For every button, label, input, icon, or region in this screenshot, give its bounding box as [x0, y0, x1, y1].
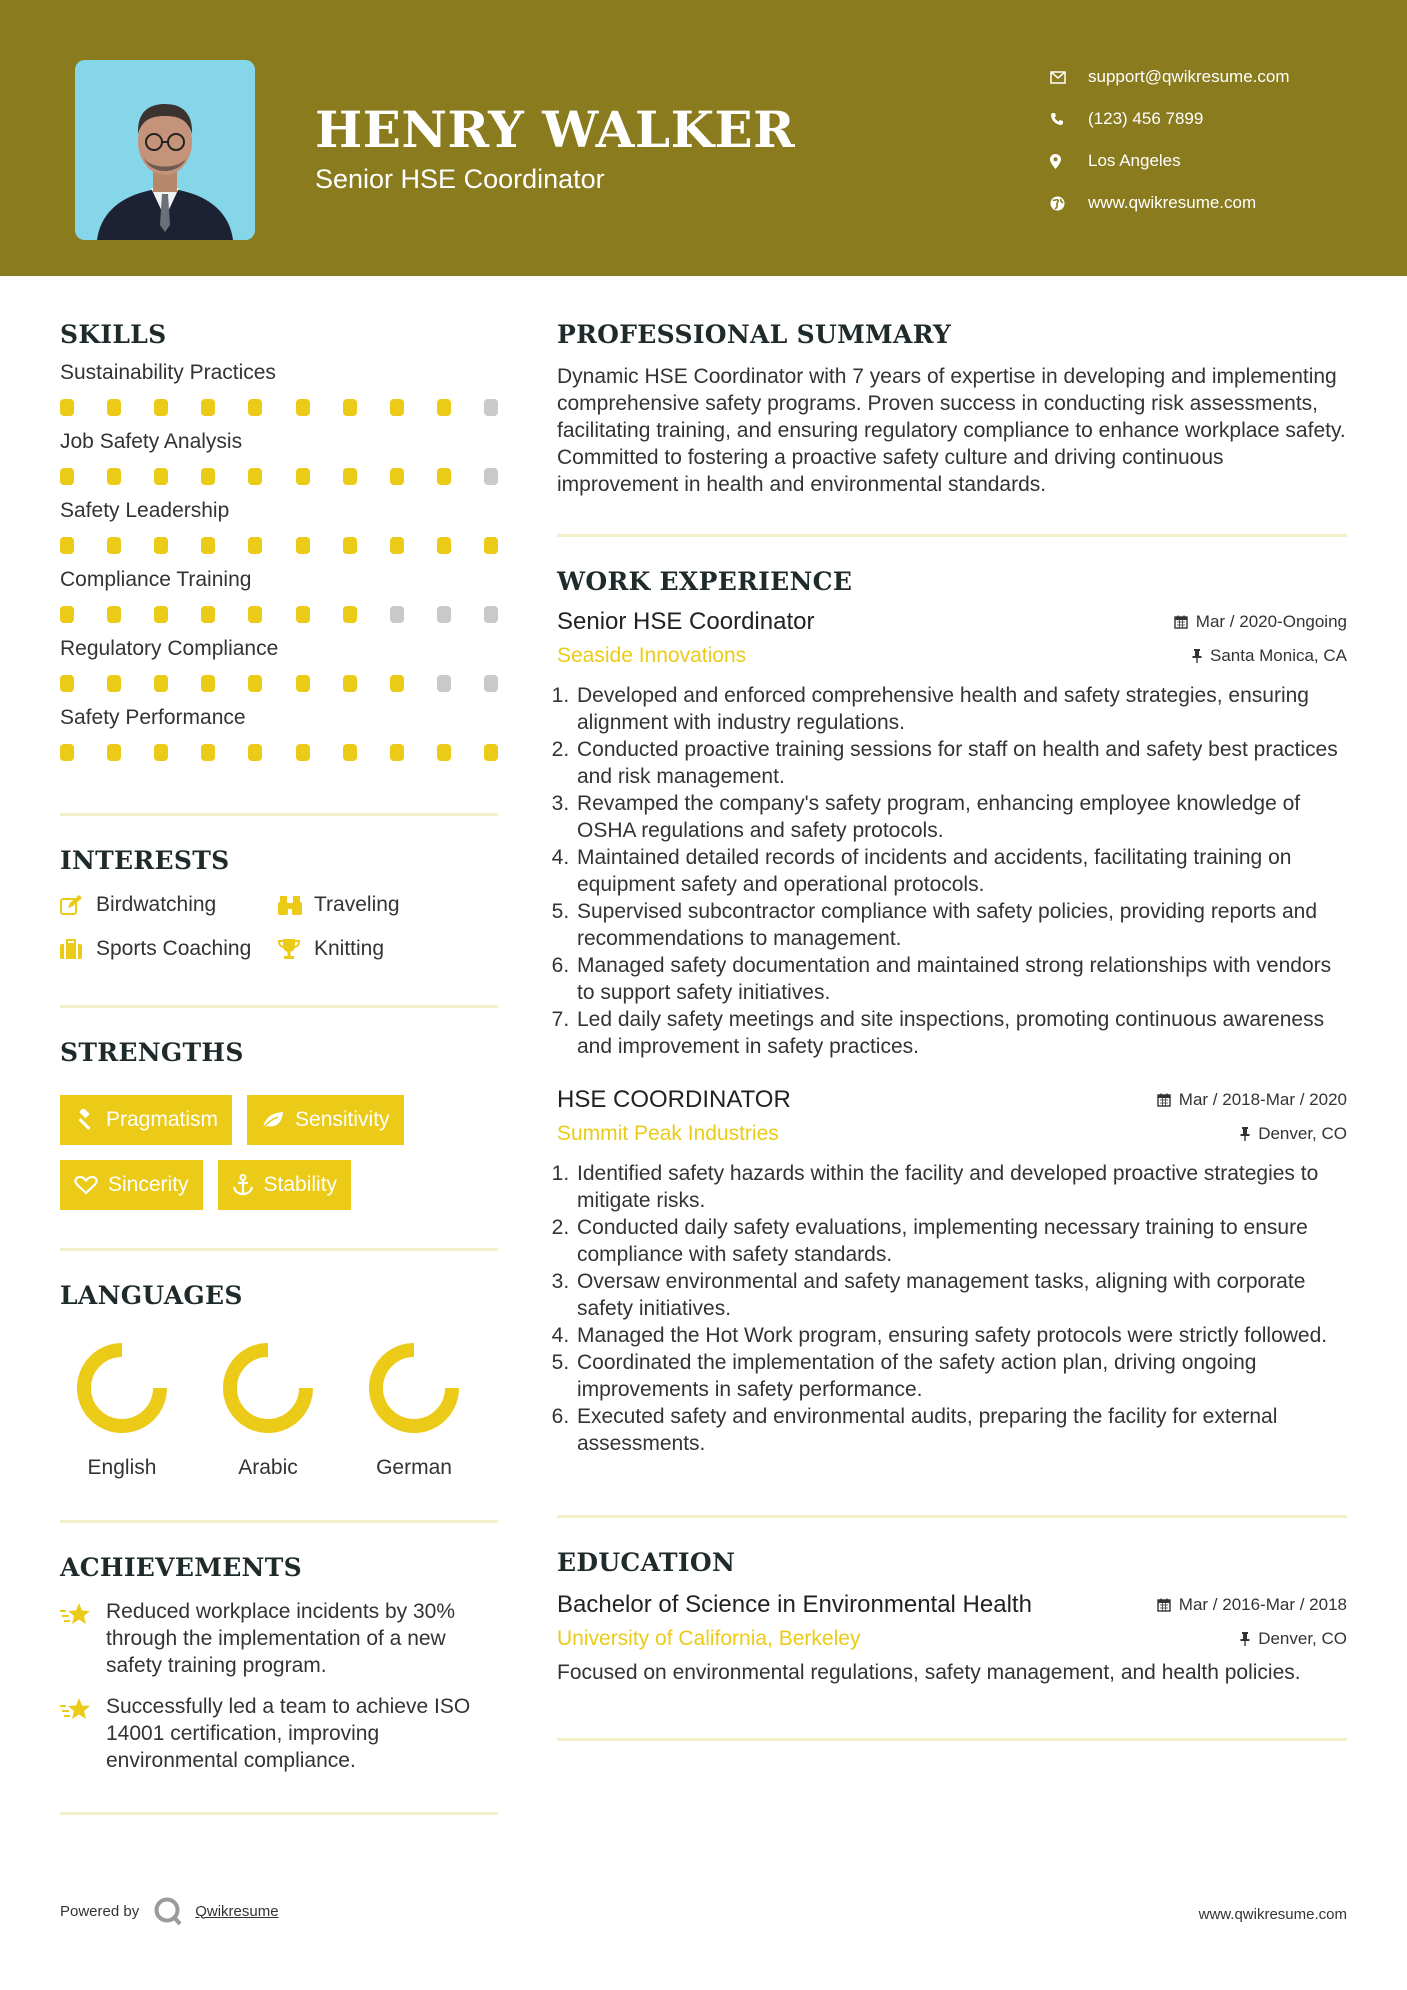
job-entry — [557, 608, 1347, 1060]
skill-dot-filled — [343, 606, 357, 623]
pushpin-icon — [1192, 649, 1202, 663]
candidate-role: Senior HSE Coordinator — [315, 164, 605, 194]
binoculars-icon — [278, 894, 314, 916]
star-icon — [60, 1693, 106, 1774]
heart-icon — [74, 1175, 98, 1195]
languages-section — [60, 1281, 498, 1480]
skill-dot-filled — [296, 744, 310, 761]
skill-item — [60, 499, 498, 554]
interest-item — [60, 893, 278, 917]
job-title: HSE COORDINATOR — [557, 1086, 791, 1113]
job-dates — [1174, 612, 1347, 632]
language-gauge — [66, 1332, 178, 1444]
job-location-text: Santa Monica, CA — [1209, 646, 1347, 665]
job-location — [1192, 646, 1347, 666]
language-level-arc — [376, 1350, 452, 1426]
globe-icon — [1050, 196, 1088, 211]
skill-dot-filled — [201, 399, 215, 416]
skill-dot-filled — [343, 399, 357, 416]
leaf-icon — [261, 1110, 285, 1130]
briefcase-icon — [60, 939, 96, 959]
skill-rating — [60, 468, 498, 485]
skill-dot-empty — [437, 675, 451, 692]
achievement-text: Reduced workplace incidents by 30% through the implementation of a new safety training program. — [106, 1600, 456, 1677]
skill-dot-empty — [484, 675, 498, 692]
footer-powered-by — [60, 1896, 279, 1926]
skill-dot-filled — [60, 606, 74, 623]
skill-dot-filled — [296, 537, 310, 554]
skill-dot-filled — [343, 675, 357, 692]
contact-website-text: www.qwikresume.com — [1088, 193, 1257, 212]
interest-item — [278, 893, 498, 917]
profile-photo — [75, 60, 255, 240]
skill-item — [60, 637, 498, 692]
pushpin-icon — [1240, 1127, 1250, 1141]
languages-list — [60, 1332, 498, 1480]
job-bullets — [557, 682, 1347, 1060]
map-pin-icon — [1050, 154, 1088, 169]
trophy-icon — [278, 938, 314, 960]
skills-section — [60, 320, 498, 761]
skill-dot-filled — [484, 744, 498, 761]
language-level-arc — [84, 1350, 160, 1426]
right-column — [557, 320, 1347, 1741]
skill-dot-filled — [343, 537, 357, 554]
skill-dot-filled — [154, 399, 168, 416]
brand-link[interactable]: Qwikresume — [195, 1902, 279, 1920]
skill-dot-filled — [248, 537, 262, 554]
skill-dot-filled — [437, 537, 451, 554]
contact-email[interactable] — [1050, 56, 1370, 98]
left-column — [60, 320, 498, 1815]
strength-label: Stability — [263, 1173, 338, 1196]
skill-dot-filled — [437, 744, 451, 761]
skill-dot-empty — [484, 606, 498, 623]
pushpin-icon — [1240, 1632, 1250, 1646]
education-location — [1240, 1629, 1347, 1649]
skill-dot-filled — [60, 675, 74, 692]
interest-label: Knitting — [314, 937, 385, 960]
strengths-title: STRENGTHS — [60, 1038, 244, 1067]
job-bullet: 3. Revamped the company's safety program, enhancing employee knowledge of OSHA regulations and safety protocols. — [575, 790, 1347, 844]
job-bullets — [557, 1160, 1347, 1457]
skill-name: Regulatory Compliance — [60, 637, 279, 660]
strength-label: Pragmatism — [106, 1108, 219, 1131]
language-gauge — [358, 1332, 470, 1444]
interest-label: Sports Coaching — [96, 937, 252, 960]
star-icon — [60, 1598, 106, 1679]
envelope-icon — [1050, 71, 1088, 84]
section-divider — [557, 534, 1347, 537]
section-divider — [60, 1520, 498, 1523]
skill-item — [60, 430, 498, 485]
summary-title: PROFESSIONAL SUMMARY — [557, 320, 952, 349]
skill-dot-filled — [201, 537, 215, 554]
job-location — [1240, 1124, 1347, 1144]
job-bullet: 1. Identified safety hazards within the facility and developed proactive strategies to mitigate risks. — [575, 1160, 1347, 1214]
job-subheader — [557, 1122, 1347, 1146]
skill-name: Sustainability Practices — [60, 361, 276, 384]
skill-dot-filled — [154, 468, 168, 485]
school-name: University of California, Berkeley — [557, 1627, 861, 1650]
job-bullet: 6. Executed safety and environmental audits, preparing the facility for external assessments. — [575, 1403, 1347, 1457]
skill-dot-filled — [107, 537, 121, 554]
interest-item — [60, 937, 278, 961]
skill-dot-filled — [248, 606, 262, 623]
skill-dot-filled — [296, 606, 310, 623]
education-description: Focused on environmental regulations, safety management, and health policies. — [557, 1661, 1301, 1684]
skill-dot-filled — [484, 537, 498, 554]
achievements-section — [60, 1553, 498, 1774]
skill-dot-filled — [296, 468, 310, 485]
job-header — [557, 1086, 1347, 1114]
strength-label: Sincerity — [108, 1173, 189, 1196]
skill-dot-filled — [201, 744, 215, 761]
language-item — [60, 1332, 206, 1480]
job-bullet: 2. Conducted daily safety evaluations, implementing necessary training to ensure compliance with safety standards. — [575, 1214, 1347, 1268]
education-section — [557, 1548, 1347, 1686]
skill-item — [60, 568, 498, 623]
phone-icon — [1050, 112, 1088, 126]
experience-section — [557, 567, 1347, 1457]
job-bullet: 2. Conducted proactive training sessions for staff on health and safety best practices and risk management. — [575, 736, 1347, 790]
skill-dot-filled — [248, 468, 262, 485]
strength-tag — [218, 1160, 352, 1210]
skill-name: Safety Performance — [60, 706, 246, 729]
job-dates-text: Mar / 2018-Mar / 2020 — [1178, 1090, 1347, 1109]
skill-dot-filled — [154, 744, 168, 761]
skill-dot-filled — [437, 399, 451, 416]
contact-location — [1050, 140, 1370, 182]
skill-dot-filled — [296, 675, 310, 692]
achievements-title: ACHIEVEMENTS — [60, 1553, 302, 1582]
section-divider — [60, 1812, 498, 1815]
interest-label: Traveling — [314, 893, 400, 916]
contact-phone-text: (123) 456 7899 — [1088, 109, 1204, 128]
job-title: Senior HSE Coordinator — [557, 608, 815, 635]
skill-dot-filled — [390, 744, 404, 761]
skill-dot-filled — [343, 468, 357, 485]
section-divider — [557, 1738, 1347, 1741]
strengths-list — [60, 1095, 498, 1210]
section-divider — [60, 1248, 498, 1251]
language-name: German — [376, 1456, 452, 1479]
job-bullet: 3. Oversaw environmental and safety management tasks, aligning with corporate safety initiatives. — [575, 1268, 1347, 1322]
language-name: English — [87, 1456, 157, 1479]
calendar-icon — [1157, 1093, 1171, 1107]
education-dates-text: Mar / 2016-Mar / 2018 — [1178, 1595, 1347, 1614]
skill-dot-filled — [248, 675, 262, 692]
education-title: EDUCATION — [557, 1548, 736, 1577]
skill-dot-empty — [437, 606, 451, 623]
contact-website[interactable] — [1050, 182, 1370, 224]
language-item — [352, 1332, 498, 1480]
gavel-icon — [74, 1109, 96, 1131]
company-name: Seaside Innovations — [557, 644, 747, 667]
job-bullet: 5. Coordinated the implementation of the safety action plan, driving ongoing improvements in safety performance. — [575, 1349, 1347, 1403]
calendar-icon — [1157, 1598, 1171, 1612]
job-bullet: 7. Led daily safety meetings and site inspections, promoting continuous awareness and improvement in safety practices. — [575, 1006, 1347, 1060]
calendar-icon — [1174, 615, 1188, 629]
job-location-text: Denver, CO — [1258, 1124, 1347, 1143]
skill-dot-filled — [296, 399, 310, 416]
skill-dot-filled — [154, 675, 168, 692]
skills-list — [60, 361, 498, 761]
language-name: Arabic — [238, 1456, 298, 1479]
skill-dot-filled — [107, 744, 121, 761]
skill-dot-empty — [390, 606, 404, 623]
skill-name: Compliance Training — [60, 568, 252, 591]
job-header — [557, 608, 1347, 636]
skill-dot-filled — [248, 744, 262, 761]
skill-dot-filled — [107, 675, 121, 692]
job-entry — [557, 1086, 1347, 1457]
section-divider — [60, 813, 498, 816]
experience-title: WORK EXPERIENCE — [557, 567, 853, 596]
anchor-icon — [232, 1174, 254, 1196]
skill-dot-filled — [201, 468, 215, 485]
skill-rating — [60, 537, 498, 554]
job-bullet: 4. Managed the Hot Work program, ensuring safety protocols were strictly followed. — [575, 1322, 1347, 1349]
strengths-section — [60, 1038, 498, 1210]
job-dates — [1157, 1090, 1347, 1110]
contact-location-text: Los Angeles — [1088, 151, 1181, 170]
skill-dot-filled — [201, 675, 215, 692]
skill-dot-filled — [60, 399, 74, 416]
interest-item — [278, 937, 498, 961]
job-bullet: 5. Supervised subcontractor compliance with safety policies, providing reports and recommendations to management. — [575, 898, 1347, 952]
qwikresume-logo-icon — [153, 1896, 183, 1926]
skill-item — [60, 706, 498, 761]
powered-by-text: Powered by — [60, 1902, 140, 1920]
skill-name: Job Safety Analysis — [60, 430, 243, 453]
skill-rating — [60, 744, 498, 761]
education-location-text: Denver, CO — [1258, 1629, 1347, 1648]
education-subheader — [557, 1627, 1347, 1651]
job-bullet: 1. Developed and enforced comprehensive health and safety strategies, ensuring alignment with industry regulations. — [575, 682, 1347, 736]
strength-tag — [60, 1160, 203, 1210]
skill-dot-filled — [60, 468, 74, 485]
interests-title: INTERESTS — [60, 846, 230, 875]
skill-dot-filled — [201, 606, 215, 623]
language-item — [206, 1332, 352, 1480]
contact-phone[interactable] — [1050, 98, 1370, 140]
section-divider — [60, 1005, 498, 1008]
job-bullet: 4. Maintained detailed records of incidents and accidents, facilitating training on equipment safety and operational protocols. — [575, 844, 1347, 898]
skill-name: Safety Leadership — [60, 499, 230, 522]
skill-dot-filled — [343, 744, 357, 761]
job-dates-text: Mar / 2020-Ongoing — [1195, 612, 1347, 631]
interest-label: Birdwatching — [96, 893, 217, 916]
interests-section — [60, 846, 498, 961]
skill-dot-filled — [60, 537, 74, 554]
strength-label: Sensitivity — [295, 1108, 390, 1131]
company-name: Summit Peak Industries — [557, 1122, 779, 1145]
education-header — [557, 1591, 1347, 1619]
skill-dot-filled — [390, 468, 404, 485]
skill-dot-filled — [60, 744, 74, 761]
pencil-square-icon — [60, 895, 96, 915]
contact-email-text: support@qwikresume.com — [1088, 67, 1290, 86]
job-subheader — [557, 644, 1347, 668]
resume-header — [0, 0, 1407, 276]
skill-dot-filled — [107, 399, 121, 416]
skill-dot-filled — [390, 537, 404, 554]
skill-dot-filled — [390, 675, 404, 692]
language-level-arc — [230, 1350, 306, 1426]
skill-dot-filled — [154, 537, 168, 554]
section-divider — [557, 1515, 1347, 1518]
skill-dot-filled — [437, 468, 451, 485]
strength-tag — [247, 1095, 404, 1145]
education-dates — [1157, 1595, 1347, 1615]
skill-rating — [60, 399, 498, 416]
summary-section — [557, 320, 1347, 498]
degree-name: Bachelor of Science in Environmental Health — [557, 1591, 1032, 1618]
contact-list — [1050, 56, 1370, 224]
skill-dot-filled — [107, 606, 121, 623]
language-gauge — [212, 1332, 324, 1444]
skill-dot-empty — [484, 468, 498, 485]
skill-item — [60, 361, 498, 416]
achievement-item — [60, 1598, 498, 1679]
skill-rating — [60, 675, 498, 692]
languages-title: LANGUAGES — [60, 1281, 243, 1310]
skill-dot-filled — [154, 606, 168, 623]
skill-rating — [60, 606, 498, 623]
achievement-text: Successfully led a team to achieve ISO 14001 certification, improving environmental compliance. — [106, 1695, 471, 1772]
summary-text: Dynamic HSE Coordinator with 7 years of expertise in developing and implementing comprehensive safety programs. Proven success in conducting risk assessments, facilitating training, and ensuring regulatory compliance to enhance workplace safety. Committed to fostering a proactive safety culture and driving continuous improvement in health and environmental standards. — [557, 365, 1346, 496]
skill-dot-empty — [484, 399, 498, 416]
skill-dot-filled — [107, 468, 121, 485]
achievement-item — [60, 1693, 498, 1774]
job-bullet: 6. Managed safety documentation and maintained strong relationships with vendors to support safety initiatives. — [575, 952, 1347, 1006]
interests-list — [60, 893, 498, 961]
strength-tag — [60, 1095, 232, 1145]
skill-dot-filled — [390, 399, 404, 416]
footer-url[interactable]: www.qwikresume.com — [1198, 1906, 1347, 1923]
candidate-name: HENRY WALKER — [315, 100, 796, 159]
skills-title: SKILLS — [60, 320, 167, 349]
skill-dot-filled — [248, 399, 262, 416]
